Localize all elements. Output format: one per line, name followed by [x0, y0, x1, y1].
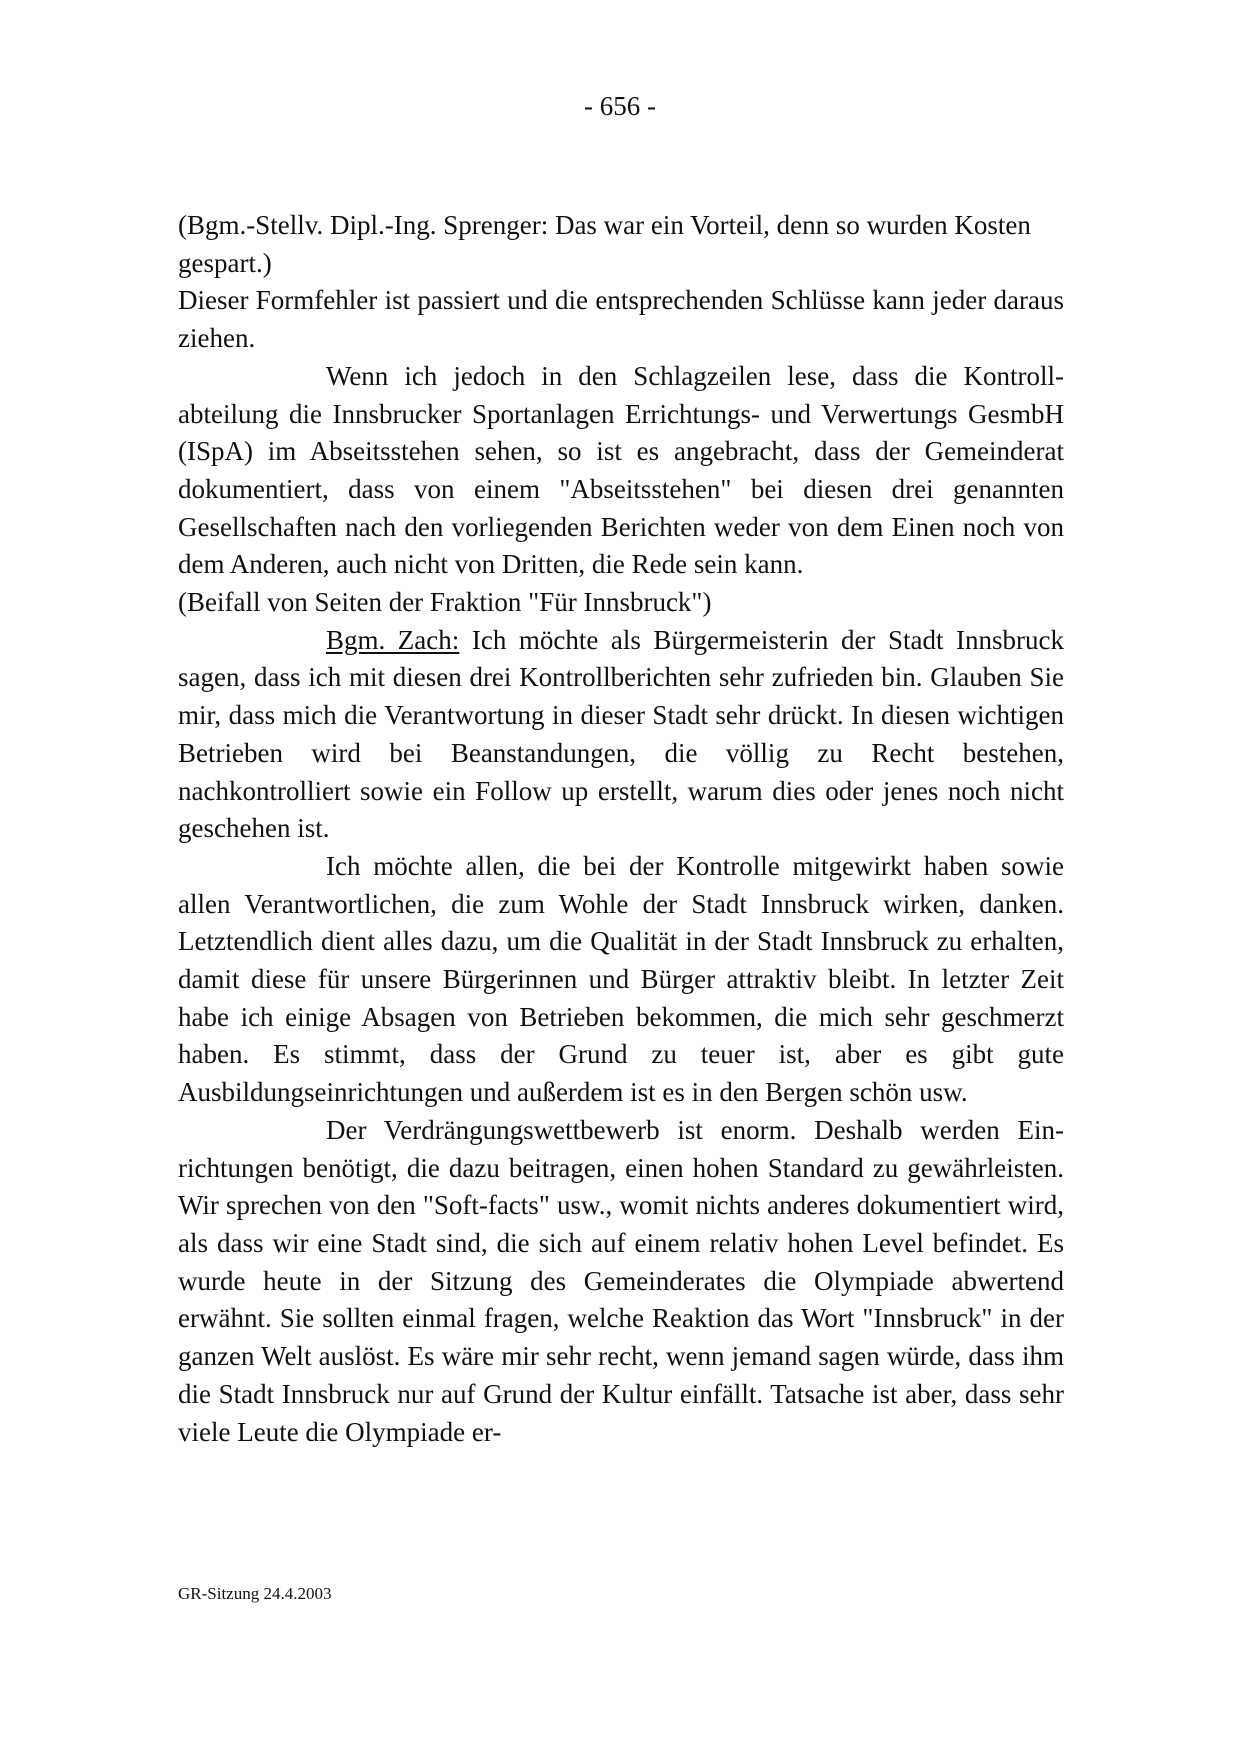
paragraph-bgm-zach: [178, 622, 1064, 848]
interjection-sprenger: (Bgm.-Stellv. Dipl.-Ing. Sprenger: Das war ein Vorteil, denn so wurden Kosten gespart.): [178, 210, 1031, 278]
document-body: [178, 207, 1064, 1451]
speaker-name: Bgm. Zach:: [326, 624, 460, 655]
speech-text: Ich möchte als Bürgermeisterin der Stadt Innsbruck sagen, dass ich mit diesen drei Kontrollberichten sehr zufrieden bin. Glauben Sie mir, dass mich die Verantwortung in dieser Stadt sehr drückt. In diesen wichtigen Betrieben wird bei Beanstandungen, die völlig zu Recht bestehen, nachkontrolliert sowie ein Follow up erstellt, warum dies oder jenes noch nicht geschehen ist.: [178, 624, 1064, 844]
interjection-applause: (Beifall von Seiten der Fraktion "Für Innsbruck"): [178, 587, 712, 618]
paragraph-verdraengung: Der Verdrängungswettbewerb ist enorm. Deshalb werden Einrichtungen benötigt, die dazu beitragen, einen hohen Standard zu gewährleisten. Wir sprechen von den "Soft-facts" usw., womit nichts anderes dokumentiert wird, als dass wir eine Stadt sind, die sich auf einem relativ hohen Level befindet. Es wurde heute in der Sitzung des Gemeinderates die Olympiade abwertend erwähnt. Sie sollten einmal fragen, welche Reaktion das Wort "Innsbruck" in der ganzen Welt auslöst. Es wäre mir sehr recht, wenn jemand sagen würde, dass ihm die Stadt Innsbruck nur auf Grund der Kultur einfällt. Tatsache ist aber, dass sehr viele Leute die Olympiade er-: [178, 1114, 1064, 1447]
paragraph-formfehler: Dieser Formfehler ist passiert und die entsprechenden Schlüsse kann jeder daraus ziehen.: [178, 285, 1064, 354]
paragraph-schlagzeilen: Wenn ich jedoch in den Schlagzeilen lese, dass die Kontrollabteilung die Innsbrucker Sportanlagen Errichtungs- und Verwertungs GesmbH (ISpA) im Abseitsstehen sehen, so ist es angebracht, dass der Gemeinderat dokumentiert, dass von einem "Abseitsstehen" bei diesen drei genannten Gesellschaften nach den vorliegenden Berichten weder von dem Einen noch von dem Anderen, auch nicht von Dritten, die Rede sein kann.: [178, 360, 1064, 580]
paragraph-kontrolle-dank: Ich möchte allen, die bei der Kontrolle mitgewirkt haben sowie allen Verantwortlichen, die zum Wohle der Stadt Innsbruck wirken, danken. Letztendlich dient alles dazu, um die Qualität in der Stadt Innsbruck zu erhalten, damit diese für unsere Bürgerinnen und Bürger attraktiv bleibt. In letzter Zeit habe ich einige Absagen von Betrieben bekommen, die mich sehr geschmerzt haben. Es stimmt, dass der Grund zu teuer ist, aber es gibt gute Ausbildungseinrichtungen und außerdem ist es in den Bergen schön usw.: [178, 850, 1064, 1108]
footer-session-date: GR-Sitzung 24.4.2003: [178, 1584, 332, 1603]
page-number: - 656 -: [584, 91, 656, 121]
